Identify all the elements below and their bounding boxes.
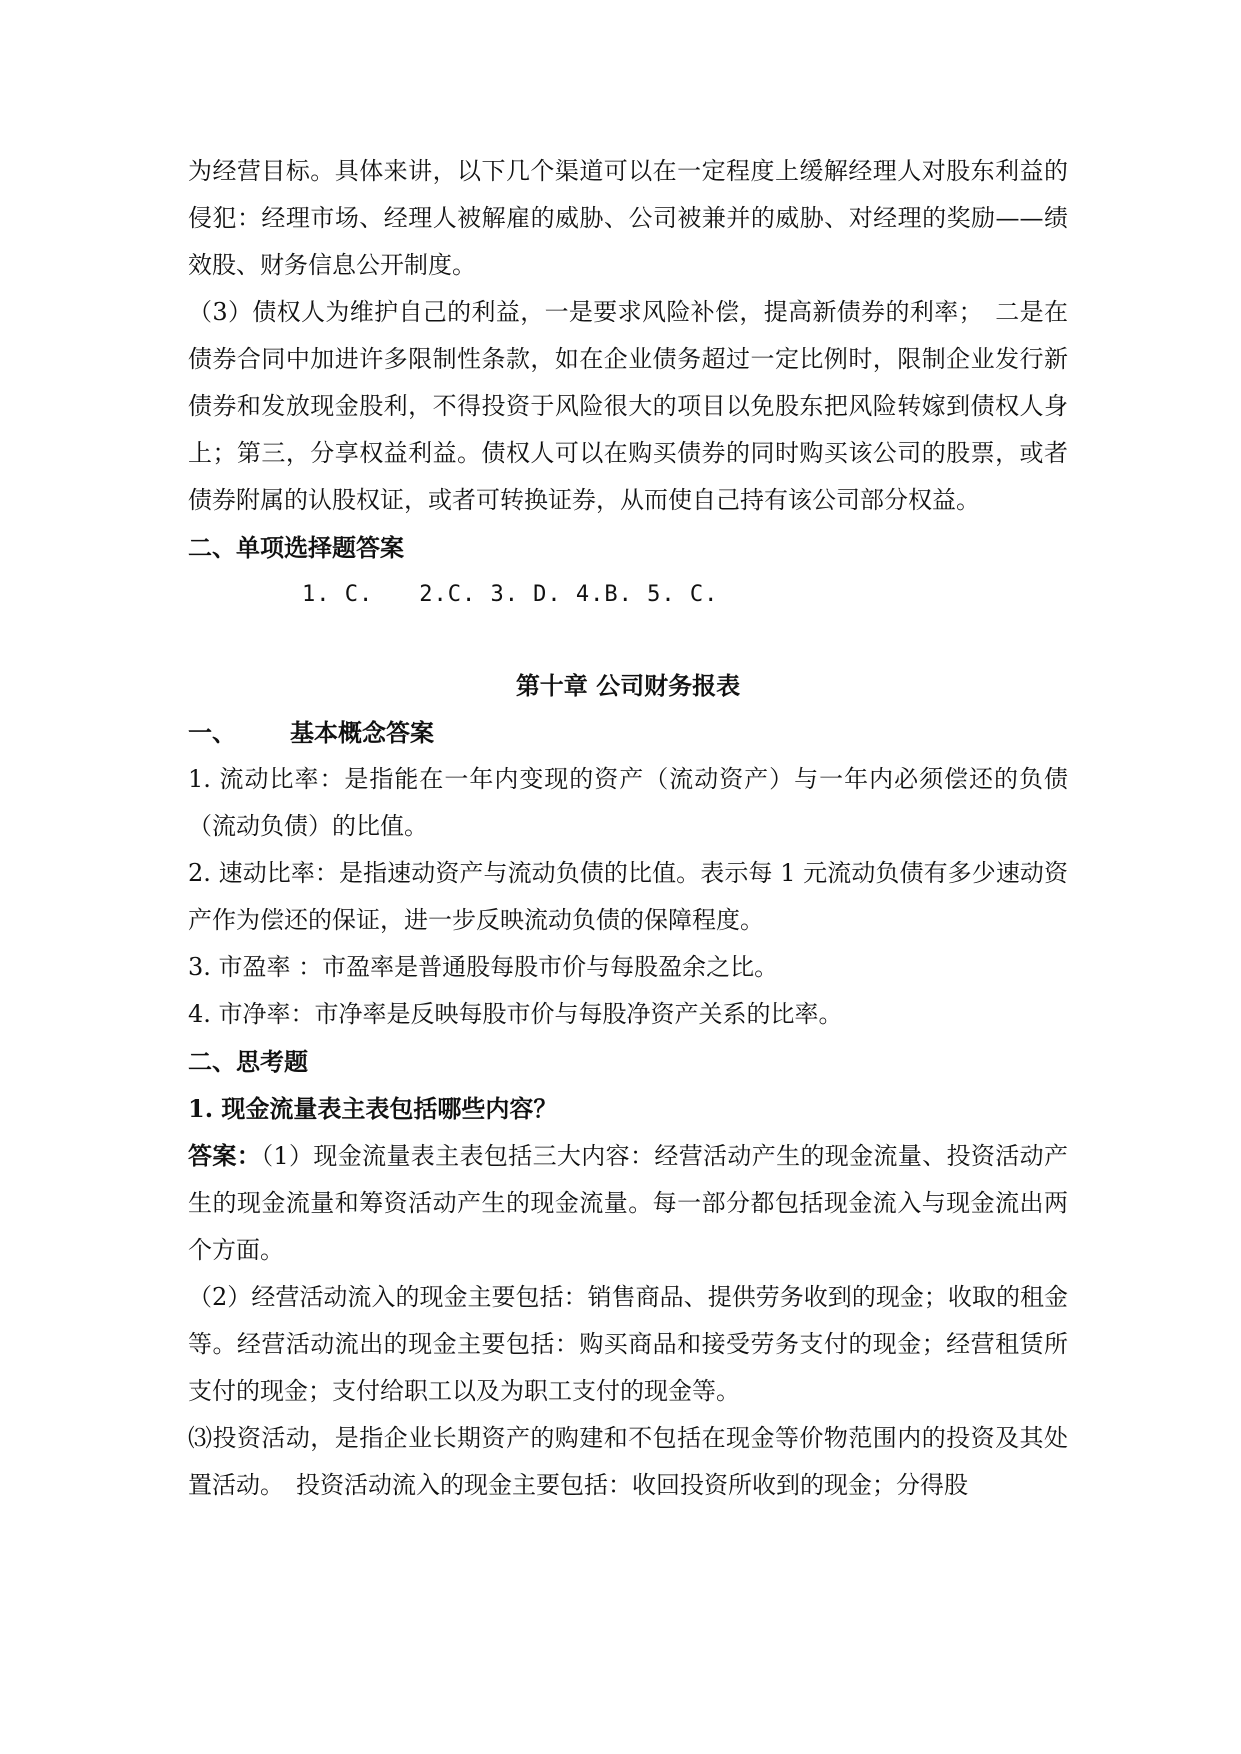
page-content bbox=[188, 148, 1068, 1509]
answer-paragraph-3: ⑶投资活动，是指企业长期资产的购建和不包括在现金等价物范围内的投资及其处置活动。 投资活动流入的现金主要包括：收回投资所收到的现金；分得股 bbox=[188, 1424, 1068, 1499]
section-heading-single-choice: 二、单项选择题答案 bbox=[188, 533, 404, 562]
single-choice-answers: 1. C. 2.C. 3. D. 4.B. 5. C. bbox=[302, 582, 719, 607]
section-heading-concepts bbox=[188, 709, 1068, 756]
chapter-title: 第十章 公司财务报表 bbox=[515, 671, 741, 700]
answer-paragraph-1 bbox=[188, 1132, 1068, 1274]
answer-paragraph-2: （2）经营活动流入的现金主要包括：销售商品、提供劳务收到的现金；收取的租金等。经营活动流出的现金主要包括：购买商品和接受劳务支付的现金；经营租赁所支付的现金；支付给职工以及为职工支付的现金等。 bbox=[188, 1283, 1068, 1405]
section-number: 一、 bbox=[188, 718, 236, 747]
section-title: 基本概念答案 bbox=[290, 718, 434, 747]
paragraph-manager-constraints: 为经营目标。具体来讲，以下几个渠道可以在一定程度上缓解经理人对股东利益的侵犯：经理市场、经理人被解雇的威胁、公司被兼并的威胁、对经理的奖励——绩效股、财务信息公开制度。 bbox=[188, 157, 1068, 279]
concept-item-current-ratio: 1. 流动比率：是指能在一年内变现的资产（流动资产）与一年内必须偿还的负债（流动负债）的比值。 bbox=[188, 765, 1068, 840]
section-heading-questions: 二、思考题 bbox=[188, 1047, 308, 1076]
answer-text-1: （1）现金流量表主表包括三大内容：经营活动产生的现金流量、投资活动产生的现金流量和筹资活动产生的现金流量。每一部分都包括现金流入与现金流出两个方面。 bbox=[188, 1142, 1068, 1264]
answer-label: 答案： bbox=[188, 1141, 262, 1170]
concept-item-pb-ratio: 4. 市净率：市净率是反映每股市价与每股净资产关系的比率。 bbox=[188, 1000, 843, 1028]
paragraph-creditor-protection: （3）债权人为维护自己的利益，一是要求风险补偿，提高新债券的利率； 二是在债券合同中加进许多限制性条款，如在企业债务超过一定比例时，限制企业发行新债券和发放现金股利，不得投资于风险很大的项目以免股东把风险转嫁到债权人身上；第三，分享权益利益。债权人可以在购买债券的同时购买该公司的股票，或者债券附属的认股权证，或者可转换证券，从而使自己持有该公司部分权益。 bbox=[188, 298, 1068, 514]
concept-item-pe-ratio: 3. 市盈率 ：市盈率是普通股每股市价与每股盈余之比。 bbox=[188, 953, 779, 981]
question-title: 1. 现金流量表主表包括哪些内容？ bbox=[188, 1094, 558, 1123]
spacer bbox=[188, 618, 1068, 662]
concept-item-quick-ratio: 2. 速动比率：是指速动资产与流动负债的比值。表示每 1 元流动负债有多少速动资产作为偿还的保证，进一步反映流动负债的保障程度。 bbox=[188, 859, 1068, 934]
